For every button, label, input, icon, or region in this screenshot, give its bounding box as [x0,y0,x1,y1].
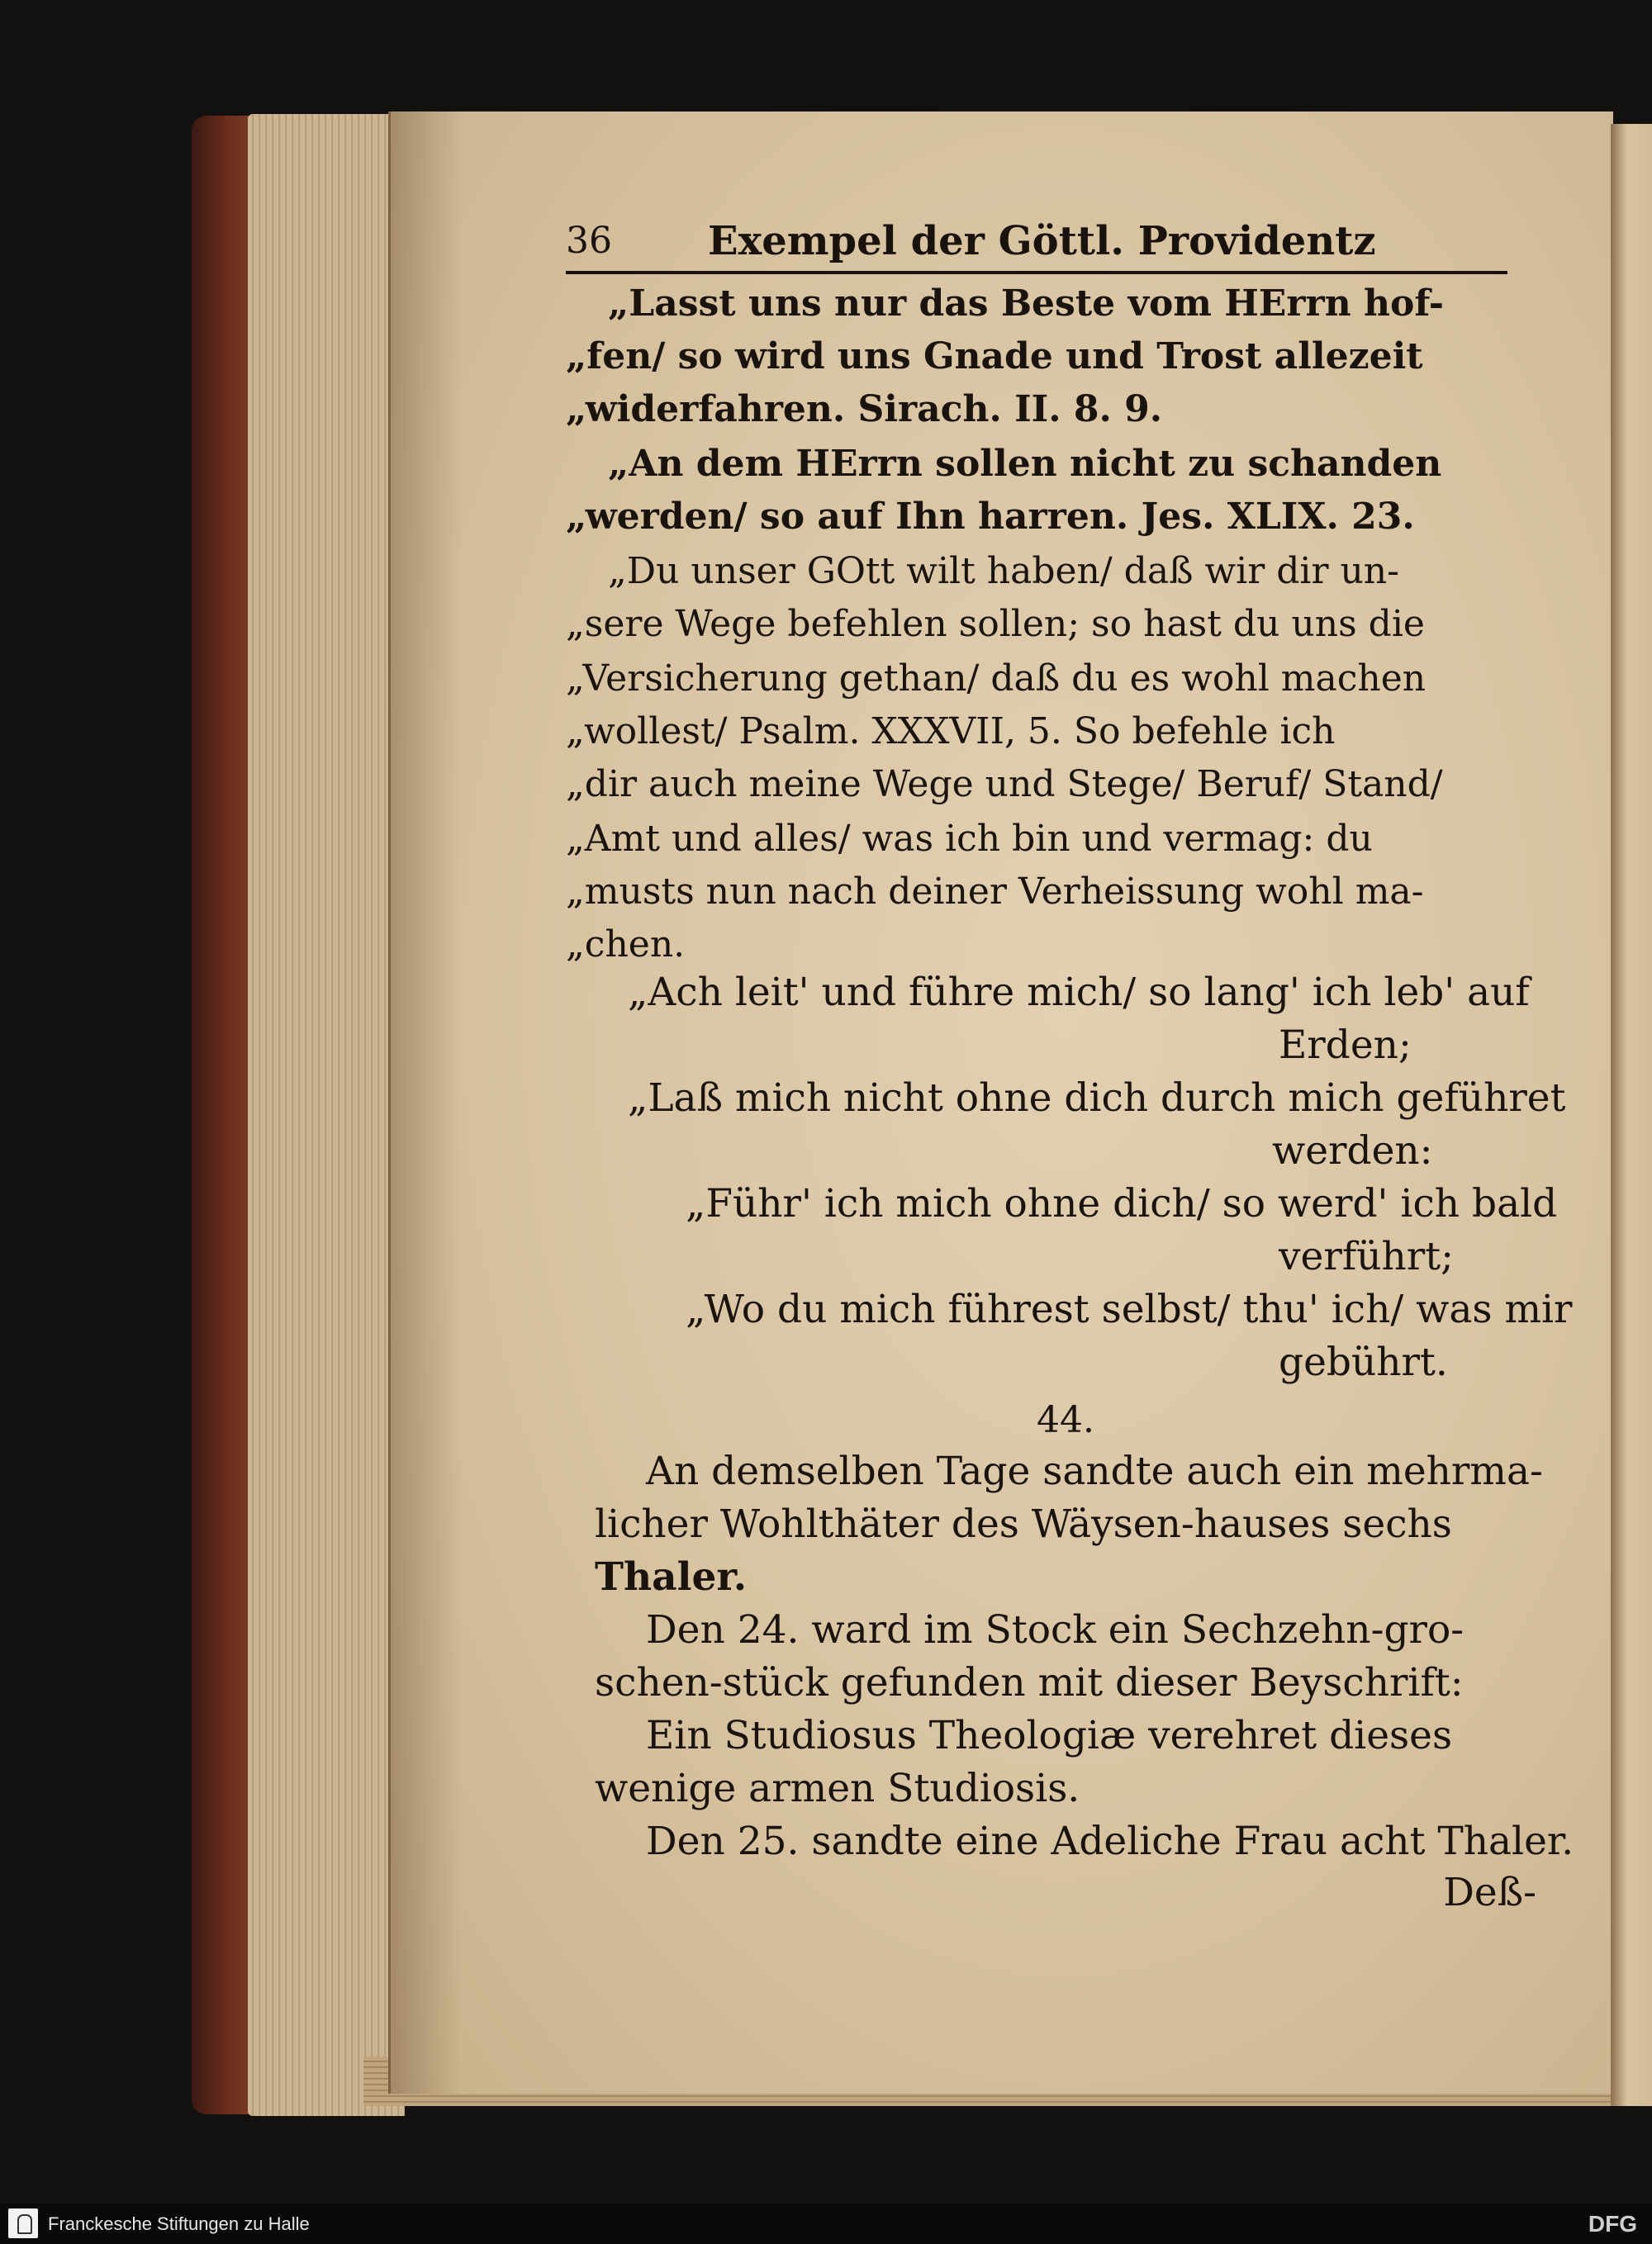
verse-line: verführt; [1279,1234,1454,1279]
verse-line: Erden; [1279,1022,1412,1068]
funder-logo: DFG [1588,2211,1637,2237]
text-line: „werden/ so auf Ihn harren. Jes. XLIX. 23. [566,496,1415,538]
section-number: 44. [1037,1399,1094,1441]
verse-line: „Laß mich nicht ohne dich durch mich geführet [628,1075,1566,1121]
text-line: „An dem HErrn sollen nicht zu schanden [608,443,1442,485]
verse-line: gebührt. [1279,1340,1448,1385]
entry-line: Ein Studiosus Theologiæ verehret dieses [646,1713,1453,1758]
footer-bar [0,2204,1652,2244]
text-line: „musts nun nach deiner Verheissung wohl ma- [566,871,1424,913]
page-number: 36 [566,220,612,262]
text-line: „widerfahren. Sirach. II. 8. 9. [566,388,1163,430]
entry-line: Thaler. [595,1554,748,1600]
text-line: „dir auch meine Wege und Stege/ Beruf/ Stand/ [566,763,1443,805]
verse-line: „Ach leit' und führe mich/ so lang' ich leb' auf [628,970,1530,1015]
text-line: „fen/ so wird uns Gnade und Trost allezeit [566,335,1423,377]
institution-name: Franckesche Stiftungen zu Halle [48,2213,310,2234]
header-rule [566,271,1507,274]
gutter-shadow [388,111,463,2094]
running-title: Exempel der Göttl. Providentz [708,218,1376,264]
catchword: Deß- [1443,1870,1536,1915]
page-edges [248,114,405,2116]
verse-line: „Führ' ich mich ohne dich/ so werd' ich bald [686,1181,1558,1226]
facing-page-edge [1611,124,1652,2106]
text-line: „chen. [566,923,686,965]
verse-line: „Wo du mich führest selbst/ thu' ich/ was mir [686,1287,1573,1332]
text-line: „sere Wege befehlen sollen; so hast du uns die [566,603,1425,645]
entry-line: licher Wohlthäter des Wäysen-hauses sechs [595,1502,1452,1547]
text-line: „Du unser GOtt wilt haben/ daß wir dir un- [608,550,1400,592]
text-line: „Amt und alles/ was ich bin und vermag: du [566,818,1373,860]
running-head [566,216,1507,266]
text-line: „Versicherung gethan/ daß du es wohl machen [566,657,1427,700]
entry-line: Den 25. sandte eine Adeliche Frau acht Thaler. [646,1819,1574,1864]
verse-line: werden: [1272,1128,1433,1174]
entry-line: wenige armen Studiosis. [595,1766,1080,1811]
entry-line: Den 24. ward im Stock ein Sechzehn-gro- [646,1607,1464,1653]
entry-line: schen-stück gefunden mit dieser Beyschrift: [595,1660,1464,1706]
entry-line: An demselben Tage sandte auch ein mehrma- [646,1449,1543,1494]
text-line: „Lasst uns nur das Beste vom HErrn hof- [608,282,1444,325]
institution-logo-icon [8,2208,38,2238]
text-line: „wollest/ Psalm. XXXVII, 5. So befehle ich [566,710,1336,752]
